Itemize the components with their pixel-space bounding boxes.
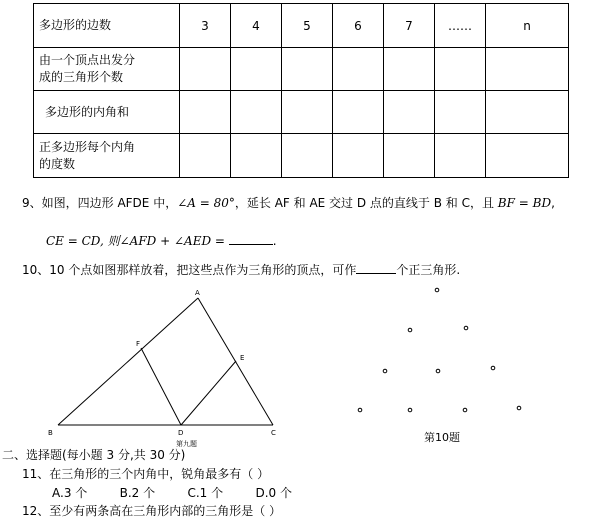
figure-9 bbox=[40, 286, 290, 452]
dot bbox=[491, 366, 495, 370]
dot bbox=[435, 288, 439, 292]
table-cell[interactable] bbox=[486, 91, 569, 134]
table-col-header: n bbox=[486, 4, 569, 48]
question-9-line2 bbox=[46, 232, 277, 249]
table-cell[interactable] bbox=[282, 48, 333, 91]
figure-10 bbox=[350, 282, 540, 417]
table-cell[interactable] bbox=[384, 48, 435, 91]
q9-text: ，延长 AF 和 AE 交过 D 点的直线于 B 和 C，且 bbox=[234, 196, 498, 210]
table-cell[interactable] bbox=[180, 134, 231, 178]
line-ed bbox=[181, 361, 236, 425]
table-cell[interactable] bbox=[231, 134, 282, 178]
dot bbox=[383, 369, 387, 373]
row-label-line: 正多边形每个内角 bbox=[39, 139, 136, 154]
line-fd bbox=[141, 348, 181, 425]
section-2-title: 二、选择题(每小题 3 分,共 30 分) bbox=[2, 448, 186, 462]
table-cell[interactable] bbox=[180, 91, 231, 134]
table-row bbox=[34, 134, 569, 178]
label-f: F bbox=[136, 340, 141, 348]
table-col-header: 7 bbox=[384, 4, 435, 48]
question-10 bbox=[22, 261, 460, 278]
dot bbox=[463, 408, 467, 412]
table-cell[interactable] bbox=[333, 48, 384, 91]
option-d[interactable]: D.0 个 bbox=[255, 486, 292, 500]
dot bbox=[517, 406, 521, 410]
row-label bbox=[34, 134, 180, 178]
table-cell[interactable] bbox=[384, 134, 435, 178]
table-cell[interactable] bbox=[231, 48, 282, 91]
table-col-header: 5 bbox=[282, 4, 333, 48]
q9-math-angle: ∠A = 80° bbox=[177, 196, 235, 210]
line-ab bbox=[58, 298, 198, 425]
table-cell[interactable] bbox=[435, 48, 486, 91]
dot bbox=[464, 326, 468, 330]
row-label bbox=[34, 91, 180, 134]
option-b[interactable]: B.2 个 bbox=[119, 486, 156, 500]
label-d: D bbox=[178, 429, 184, 437]
table-cell[interactable] bbox=[333, 134, 384, 178]
q9-math-bf: BF = BD bbox=[497, 196, 552, 210]
table-row bbox=[34, 91, 569, 134]
option-a[interactable]: A.3 个 bbox=[52, 486, 88, 500]
label-c: C bbox=[271, 429, 276, 437]
table-cell[interactable] bbox=[435, 91, 486, 134]
table-cell[interactable] bbox=[231, 91, 282, 134]
table-cell[interactable] bbox=[486, 48, 569, 91]
option-c[interactable]: C.1 个 bbox=[187, 486, 224, 500]
table-cell[interactable] bbox=[384, 91, 435, 134]
dot bbox=[436, 369, 440, 373]
row-label-line: 的度数 bbox=[39, 156, 76, 171]
table-col-header: 6 bbox=[333, 4, 384, 48]
question-11-options bbox=[52, 484, 292, 501]
label-a: A bbox=[195, 289, 200, 297]
q9-text: 9、如图，四边形 AFDE 中， bbox=[22, 196, 178, 210]
table-row bbox=[34, 4, 569, 48]
table-cell[interactable] bbox=[486, 134, 569, 178]
label-e: E bbox=[240, 354, 245, 362]
table-cell[interactable] bbox=[180, 48, 231, 91]
figure-9-caption: 第九题 bbox=[176, 440, 197, 448]
row-label-line: 多边形的内角和 bbox=[45, 104, 130, 119]
q9-math-ce: CE = CD, 则∠AFD + ∠AED = bbox=[46, 234, 225, 248]
q10-text: 10、10 个点如图那样放着，把这些点作为三角形的顶点，可作 bbox=[22, 263, 357, 277]
table-row bbox=[34, 48, 569, 91]
q10-text: 个正三角形. bbox=[396, 263, 461, 277]
polygon-table bbox=[33, 3, 569, 178]
table-col-header: 4 bbox=[231, 4, 282, 48]
q10-answer-blank[interactable] bbox=[356, 261, 396, 274]
dot bbox=[408, 408, 412, 412]
row-label-line: 由一个顶点出发分 bbox=[39, 53, 136, 67]
table-cell[interactable] bbox=[282, 134, 333, 178]
q9-text: , bbox=[551, 196, 555, 210]
question-12-stem: 12、至少有两条高在三角形内部的三角形是（ ） bbox=[22, 504, 282, 518]
table-col-header: 3 bbox=[180, 4, 231, 48]
row-label bbox=[34, 48, 180, 91]
table-cell[interactable] bbox=[435, 134, 486, 178]
label-b: B bbox=[48, 429, 53, 437]
table-col-header: …… bbox=[435, 4, 486, 48]
table-cell[interactable] bbox=[333, 91, 384, 134]
figure-10-caption: 第10题 bbox=[424, 431, 460, 444]
dot bbox=[358, 408, 362, 412]
q9-answer-blank[interactable] bbox=[229, 232, 273, 245]
question-11-stem: 11、在三角形的三个内角中，锐角最多有（ ） bbox=[22, 467, 270, 481]
table-header-label: 多边形的边数 bbox=[34, 4, 180, 48]
table-cell[interactable] bbox=[282, 91, 333, 134]
row-label-line: 成的三角形个数 bbox=[39, 70, 124, 84]
question-9-line1 bbox=[22, 194, 555, 211]
dot bbox=[408, 328, 412, 332]
q9-text: . bbox=[272, 234, 277, 248]
